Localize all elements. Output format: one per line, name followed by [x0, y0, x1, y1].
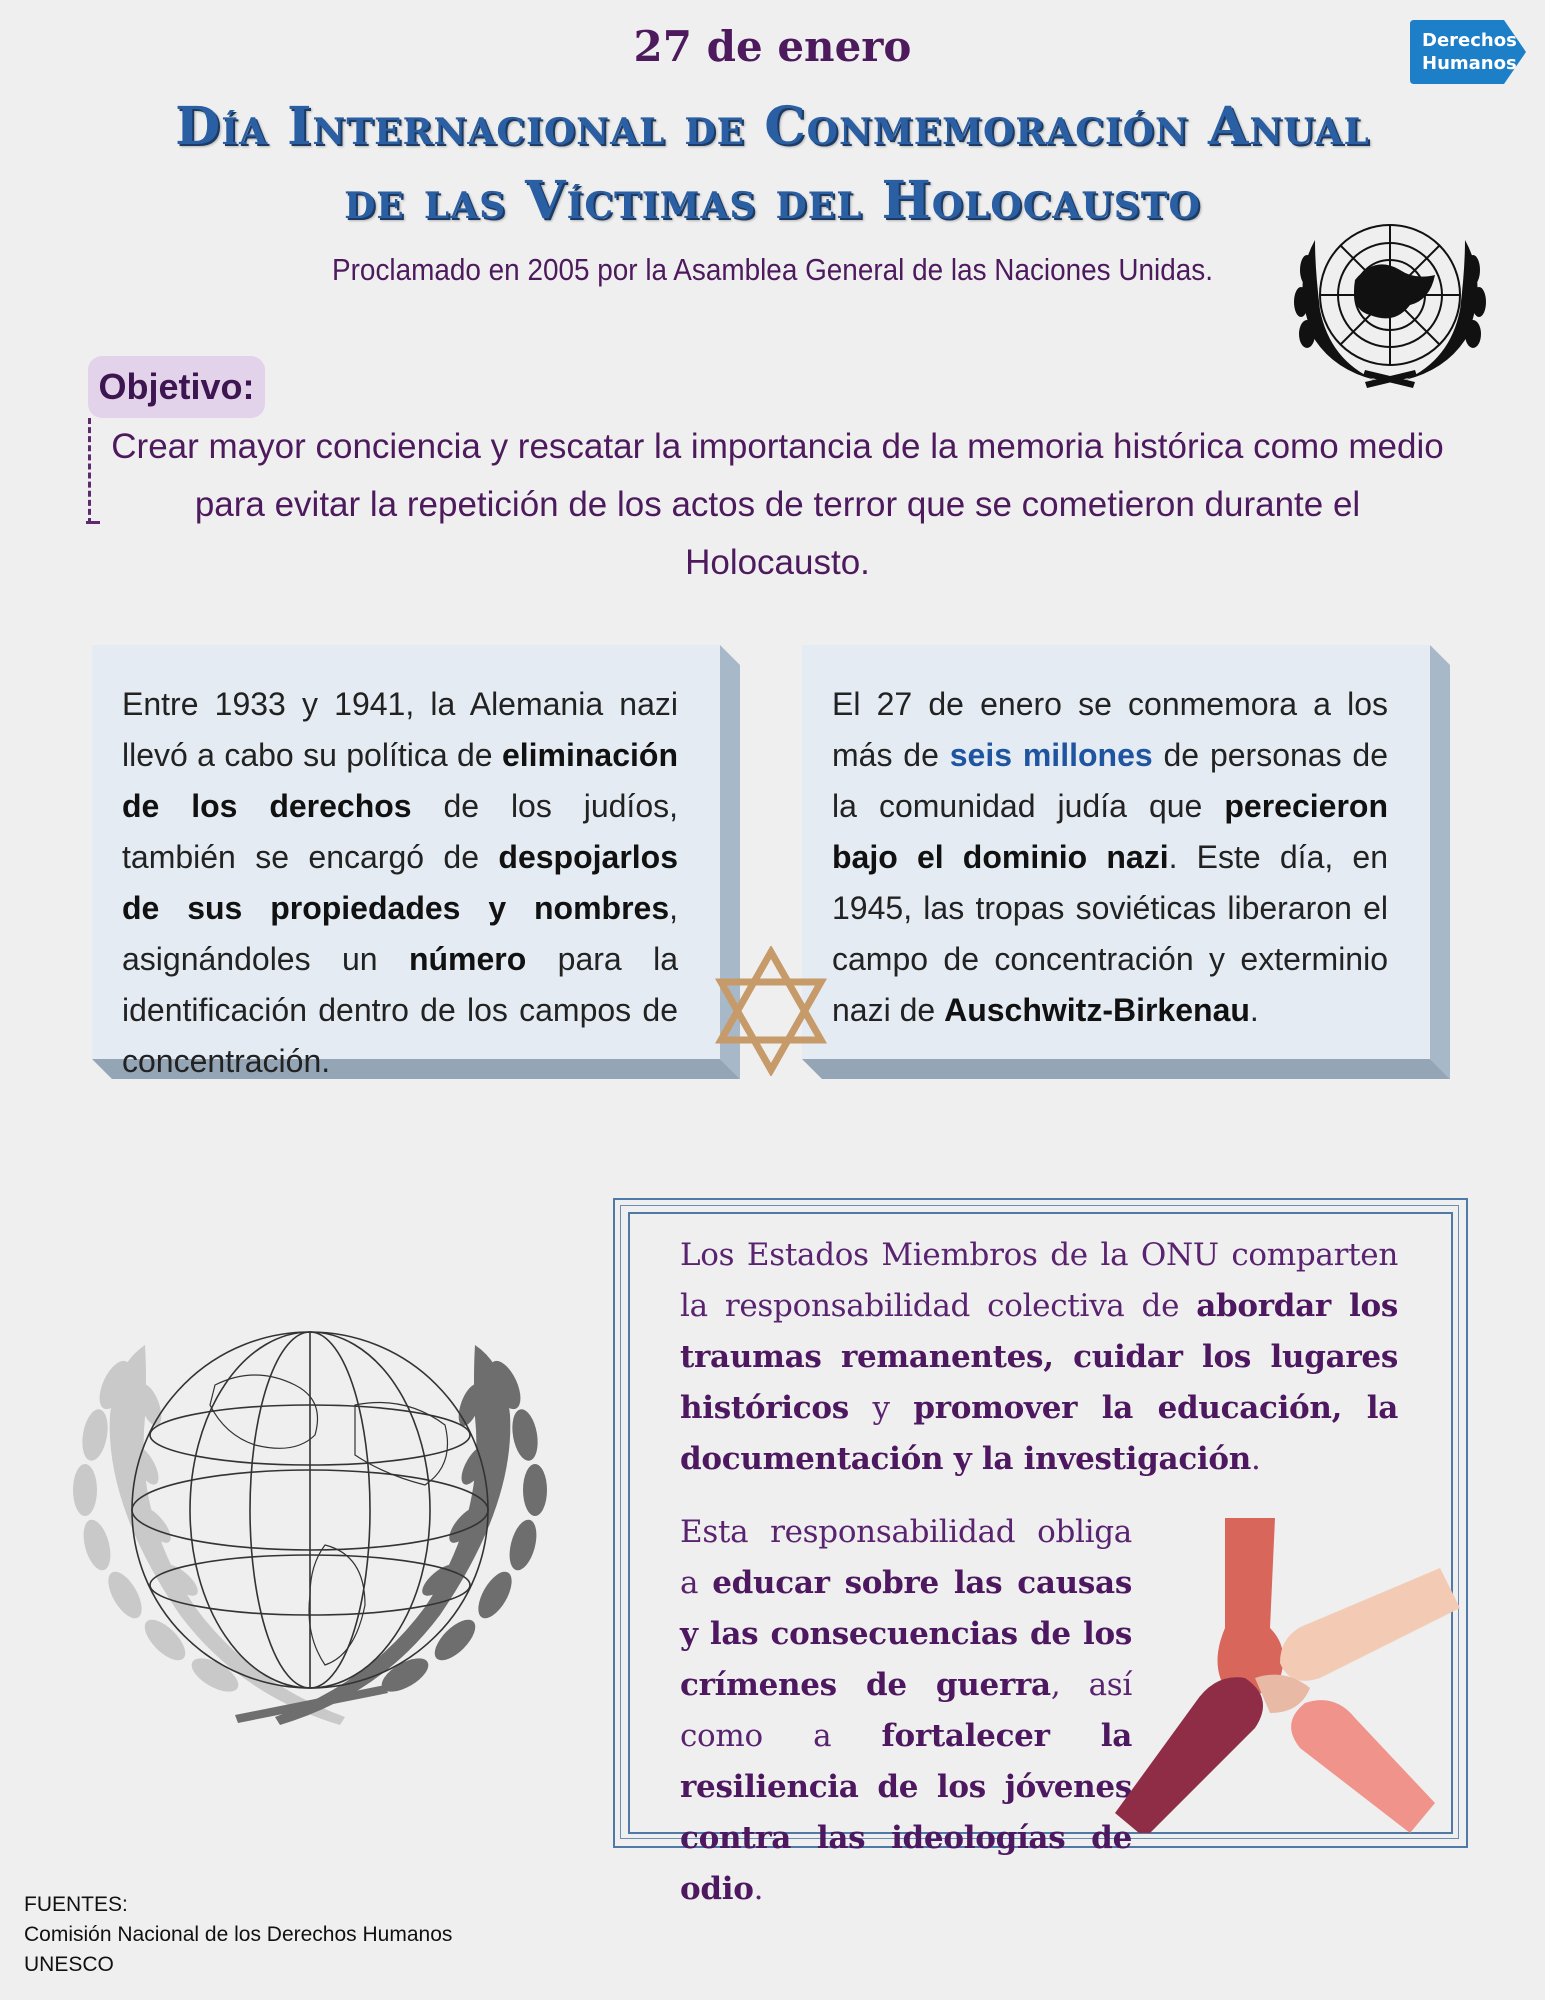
- proclamation-subtitle: Proclamado en 2005 por la Asamblea General de las Naciones Unidas.: [332, 252, 1213, 287]
- info-box-persecution: Entre 1933 y 1941, la Alemania nazi llevó a cabo su política de eliminación de los derechos de los judíos, también se encargó de despojarlos de sus propiedades y nombres, asignándoles un número para la identificación dentro de los campos de concentración.: [92, 645, 720, 1059]
- page-title: [60, 90, 1485, 238]
- info-box-commemoration: El 27 de enero se conmemora a los más de seis millones de personas de la comunidad judía que perecieron bajo el dominio nazi. Este día, en 1945, las tropas soviéticas liberaron el campo de concentración y exterminio nazi de Auschwitz-Birkenau.: [802, 645, 1430, 1059]
- source-item: Comisión Nacional de los Derechos Humanos: [24, 1923, 453, 1946]
- title-line-2: de las Víctimas del Holocausto: [344, 170, 1201, 231]
- source-item: UNESCO: [24, 1953, 114, 1976]
- derechos-humanos-tag: [1410, 20, 1526, 84]
- sources-label: FUENTES:: [24, 1893, 128, 1916]
- title-line-1: Día Internacional de Conmemoración Anual: [175, 96, 1370, 157]
- education-paragraph: Esta responsabilidad obliga a educar sobre las causas y las consecuencias de los crímenes de guerra, así como a fortalecer la resiliencia de los jóvenes contra las ideologías de odio.: [680, 1514, 1133, 1907]
- objective-text: Crear mayor conciencia y rescatar la importancia de la memoria histórica como medio para evitar la repetición de los actos de terror que se cometieron durante el Holocausto.: [111, 427, 1444, 582]
- objective-label: Objetivo:: [88, 356, 265, 418]
- star-of-david-icon: [713, 946, 829, 1076]
- responsibility-paragraph: Los Estados Miembros de la ONU comparten la responsabilidad colectiva de abordar los traumas remanentes, cuidar los lugares históricos y promover la educación, la documentación y la investigación.: [680, 1237, 1398, 1477]
- sources-list: [24, 1890, 452, 1980]
- tag-label: Derechos Humanos: [1422, 30, 1517, 74]
- objective-dashed-line: [88, 418, 97, 524]
- un-emblem-icon: [1285, 210, 1495, 390]
- date-heading: 27 de enero: [633, 22, 912, 71]
- globe-laurel-icon: [55, 1325, 565, 1745]
- joined-hands-icon: [1105, 1518, 1465, 1833]
